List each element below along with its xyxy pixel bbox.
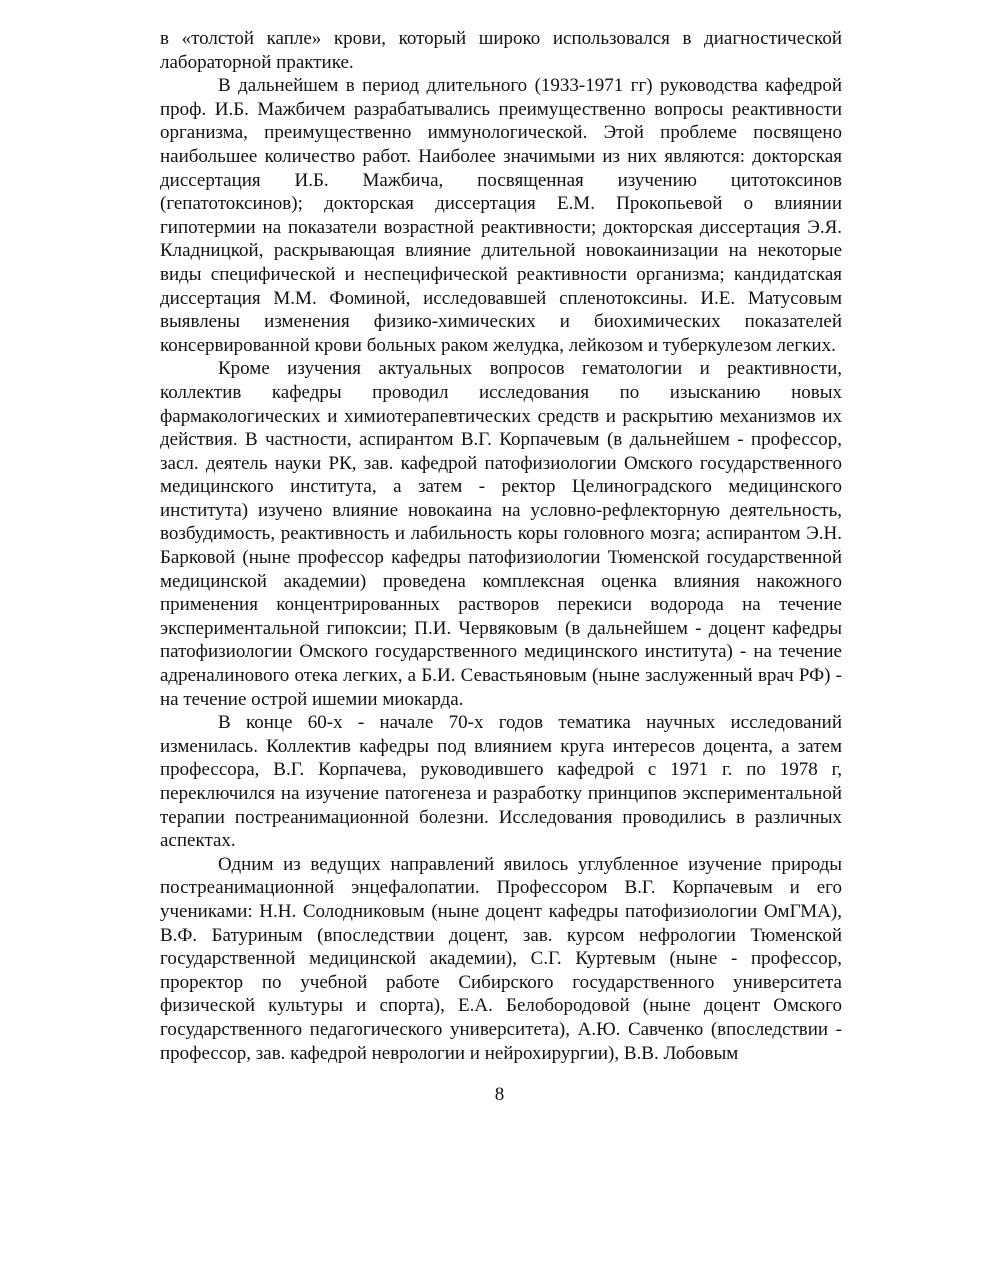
page-number: 8 xyxy=(494,1084,505,1105)
paragraph-postresuscitation: В конце 60-х - начале 70-х годов тематика научных исследований изменилась. Коллектив кафедры под влиянием круга интересов доцента, а затем профессора, В.Г. Корпачева, руководившего кафедрой с 1971 г. по 1978 г, переключился на изучение патогенеза и разработку принципов экспериментальной терапии постреанимационной болезни. Исследования проводились в различных аспектах. xyxy=(160,712,842,852)
paragraph-reactivity: В дальнейшем в период длительного (1933-1971 гг) руководства кафедрой проф. И.Б. Мажбичем разрабатывались преимущественно вопросы реактивности организма, преимущественно иммунологической. Этой проблеме посвящено наибольшее количество работ. Наиболее значимыми из них являются: докторская диссертация И.Б. Мажбича, посвященная изучению цитотоксинов (гепатотоксинов); докторская диссертация Е.М. Прокопьевой о влиянии гипотермии на показатели возрастной реактивности; докторская диссертация Э.Я. Кладницкой, раскрывающая влияние длительной новокаинизации на некоторые виды специфической и неспецифической реактивности организма; кандидатская диссертация М.М. Фоминой, исследовавшей спленотоксины. И.Е. Матусовым выявлены изменения физико-химических и биохимических показателей консервированной крови больных раком желудка, лейкозом и туберкулезом легких. xyxy=(160,75,842,356)
paragraph-encephalopathy: Одним из ведущих направлений явилось углубленное изучение природы постреанимационной энцефалопатии. Профессором В.Г. Корпачевым и его учениками: Н.Н. Солодниковым (ныне доцент кафедры патофизиологии ОмГМА), В.Ф. Батуриным (впоследствии доцент, зав. курсом нефрологии Тюменской государственной медицинской академии), С.Г. Куртевым (ныне - профессор, проректор по учебной работе Сибирского государственного университета физической культуры и спорта), Е.А. Белобородовой (ныне доцент Омского государственного педагогического университета), А.Ю. Савченко (впоследствии - профессор, зав. кафедрой неврологии и нейрохирургии), В.В. Лобовым xyxy=(160,853,842,1064)
paragraph-continuation: в «толстой капле» крови, который широко использовался в диагностической лабораторной практике. xyxy=(160,28,842,73)
paragraph-pharmacology: Кроме изучения актуальных вопросов гематологии и реактивности, коллектив кафедры проводил исследования по изысканию новых фармакологических и химиотерапевтических средств и раскрытию механизмов их действия. В частности, аспирантом В.Г. Корпачевым (в дальнейшем - профессор, засл. деятель науки РК, зав. кафедрой патофизиологии Омского государственного медицинского института, а затем - ректор Целиноградского медицинского института) изучено влияние новокаина на условно-рефлекторную деятельность, возбудимость, реактивность и лабильность коры головного мозга; аспирантом Э.Н. Барковой (ныне профессор кафедры патофизиологии Тюменской государственной медицинской академии) проведена комплексная оценка влияния накожного применения концентрированных растворов перекиси водорода на течение экспериментальной гипоксии; П.И. Червяковым (в дальнейшем - доцент кафедры патофизиологии Омского государственного медицинского института) - на течение адреналинового отека легких, а Б.И. Севастьяновым (ныне заслуженный врач РФ) - на течение острой ишемии миокарда. xyxy=(160,358,842,710)
body-text xyxy=(160,27,842,1065)
